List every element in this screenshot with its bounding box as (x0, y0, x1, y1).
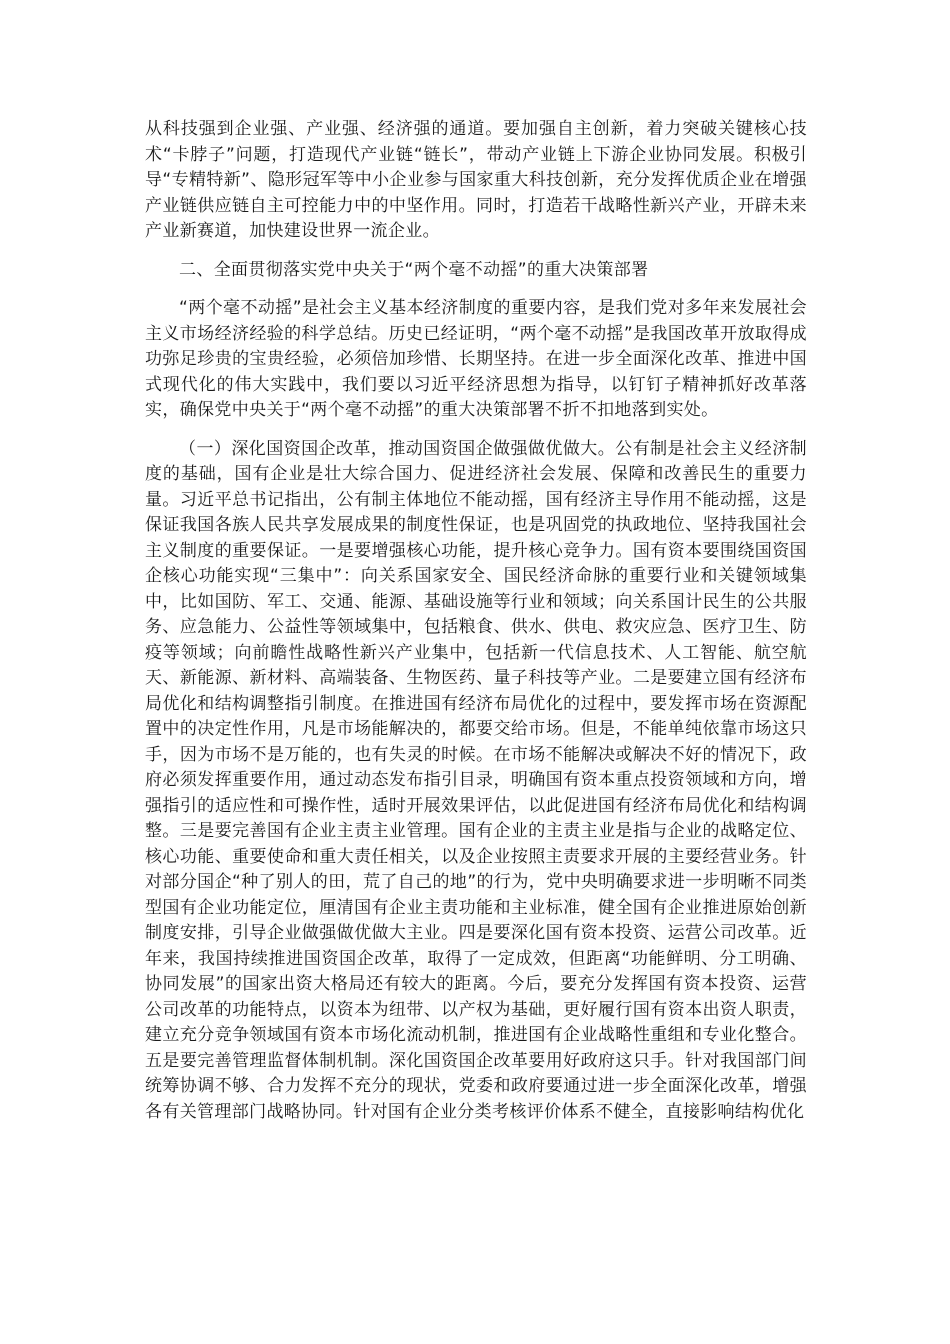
document-body (145, 117, 807, 1138)
body-paragraph: （一）深化国资国企改革，推动国资国企做强做优做大。公有制是社会主义经济制度的基础，国有企业是壮大综合国力、促进经济社会发展、保障和改善民生的重要力量。习近平总书记指出，公有制主体地位不能动摇，国有经济主导作用不能动摇，这是保证我国各族人民共享发展成果的制度性保证，也是巩固党的执政地位、坚持我国社会主义制度的重要保证。一是要增强核心功能，提升核心竞争力。国有资本要围绕国资国企核心功能实现“三集中”：向关系国家安全、国民经济命脉的重要行业和关键领域集中，比如国防、军工、交通、能源、基础设施等行业和领域；向关系国计民生的公共服务、应急能力、公益性等领域集中，包括粮食、供水、供电、救灾应急、医疗卫生、防疫等领域；向前瞻性战略性新兴产业集中，包括新一代信息技术、人工智能、航空航天、新能源、新材料、高端装备、生物医药、量子科技等产业。二是要建立国有经济布局优化和结构调整指引制度。在推进国有经济布局优化的过程中，要发挥市场在资源配置中的决定性作用，凡是市场能解决的，都要交给市场。但是，不能单纯依靠市场这只手，因为市场不是万能的，也有失灵的时候。在市场不能解决或解决不好的情况下，政府必须发挥重要作用，通过动态发布指引目录，明确国有资本重点投资领域和方向，增强指引的适应性和可操作性，适时开展效果评估，以此促进国有经济布局优化和结构调整。三是要完善国有企业主责主业管理。国有企业的主责主业是指与企业的战略定位、核心功能、重要使命和重大责任相关，以及企业按照主责要求开展的主要经营业务。针对部分国企“种了别人的田，荒了自己的地”的行为，党中央明确要求进一步明晰不同类型国有企业功能定位，厘清国有企业主责功能和主业标准，健全国有企业推进原始创新制度安排，引导企业做强做优做大主业。四是要深化国有资本投资、运营公司改革。近年来，我国持续推进国资国企改革，取得了一定成效，但距离“功能鲜明、分工明确、协同发展”的国家出资大格局还有较大的距离。今后，要充分发挥国有资本投资、运营公司改革的功能特点，以资本为纽带、以产权为基础，更好履行国有资本出资人职责，建立充分竞争领域国有资本市场化流动机制，推进国有企业战略性重组和专业化整合。五是要完善管理监督体制机制。深化国资国企改革要用好政府这只手。针对我国部门间统筹协调不够、合力发挥不充分的现状，党委和政府要通过进一步全面深化改革，增强各有关管理部门战略协同。针对国有企业分类考核评价体系不健全，直接影响结构优化 (145, 438, 807, 1122)
section-heading: 二、全面贯彻落实党中央关于“两个毫不动摇”的重大决策部署 (179, 259, 649, 280)
body-paragraph: “两个毫不动摇”是社会主义基本经济制度的重要内容，是我们党对多年来发展社会主义市场经济经验的科学总结。历史已经证明，“两个毫不动摇”是我国改革开放取得成功弥足珍贵的宝贵经验，必须倍加珍惜、长期坚持。在进一步全面深化改革、推进中国式现代化的伟大实践中，我们要以习近平经济思想为指导，以钉钉子精神抓好改革落实，确保党中央关于“两个毫不动摇”的重大决策部署不折不扣地落到实处。 (145, 298, 807, 420)
continuation-paragraph: 从科技强到企业强、产业强、经济强的通道。要加强自主创新，着力突破关键核心技术“卡脖子”问题，打造现代产业链“链长”，带动产业链上下游企业协同发展。积极引导“专精特新”、隐形冠军等中小企业参与国家重大科技创新，充分发挥优质企业在增强产业链供应链自主可控能力中的中坚作用。同时，打造若干战略性新兴产业，开辟未来产业新赛道，加快建设世界一流企业。 (145, 119, 807, 241)
